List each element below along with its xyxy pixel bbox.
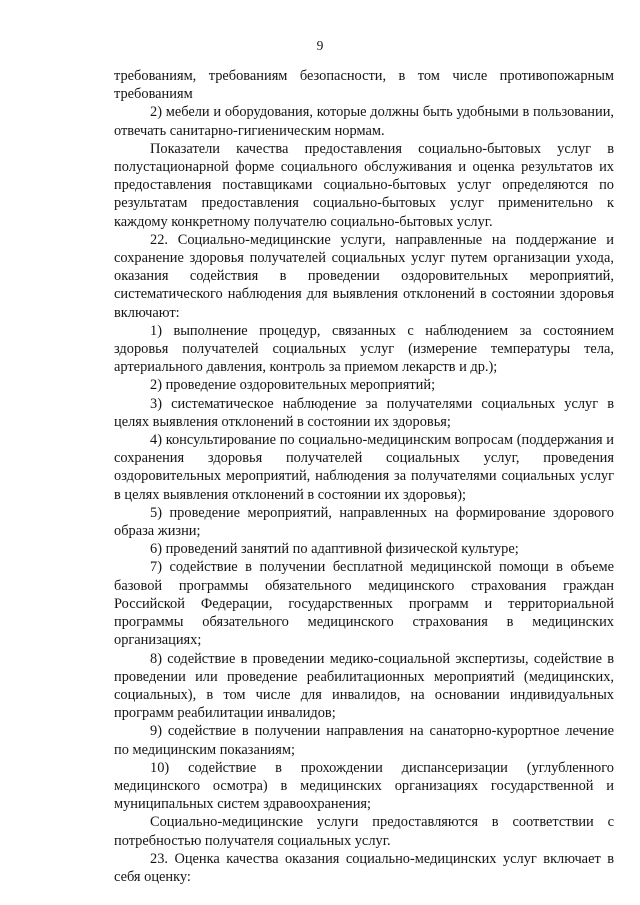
paragraph-section-23: 23. Оценка качества оказания социально-медицинских услуг включает в себя оценку: [114,850,614,885]
paragraph-quality-indicators: Показатели качества предоставления социально-бытовых услуг в полустационарной форме социального обслуживания и оценка результатов их предоставления поставщиками социально-бытовых услуг определяются по результатам предоставления социально-бытовых услуг применительно к каждому конкретному получателю социально-бытовых услуг. [114,140,614,230]
list-item-furniture: 2) мебели и оборудования, которые должны быть удобными в пользовании, отвечать санитарно-гигиеническим нормам. [114,104,614,139]
list-item-4: 4) консультирование по социально-медицинским вопросам (поддержания и сохранения здоровья получателей социальных услуг, проведения оздоровительных мероприятий, наблюдения за получателями социальных услуг в целях выявления отклонений в состоянии их здоровья); [114,432,614,503]
list-item-10: 10) содействие в прохождении диспансеризации (углубленного медицинского осмотра) в медицинских организациях государственной и муниципальных систем здравоохранения; [114,759,614,813]
list-item-8: 8) содействие в проведении медико-социальной экспертизы, содействие в проведении или проведение реабилитационных мероприятий (медицинских, социальных), в том числе для инвалидов, на основании индивидуальных программ реабилитации инвалидов; [114,650,614,722]
list-item-5: 5) проведение мероприятий, направленных на формирование здорового образа жизни; [114,504,614,540]
page-number: 9 [316,38,324,53]
list-item-7: 7) содействие в получении бесплатной медицинской помощи в объеме базовой программы обязательного медицинского страхования граждан Российской Федерации, государственных программ и территориальной программы обязательного медицинского страхования в медицинских организациях; [114,559,614,649]
document-body [114,67,614,886]
list-item-6: 6) проведений занятий по адаптивной физической культуре; [150,541,519,558]
list-item-3: 3) систематическое наблюдение за получателями социальных услуг в целях выявления отклонений в состоянии их здоровья; [114,395,614,430]
list-item-9: 9) содействие в получении направления на санаторно-курортное лечение по медицинским показаниям; [114,723,614,758]
paragraph-continuation: требованиям, требованиям безопасности, в том числе противопожарным требованиям [114,68,614,103]
paragraph-services-provision: Социально-медицинские услуги предоставляются в соответствии с потребностью получателя социальных услуг. [114,814,614,849]
list-item-2: 2) проведение оздоровительных мероприятий; [150,377,436,394]
paragraph-section-22: 22. Социально-медицинские услуги, направленные на поддержание и сохранение здоровья получателей социальных услуг путем организации ухода, оказания содействия в проведении оздоровительных мероприятий, систематического наблюдения для выявления отклонений в состоянии здоровья включают: [114,231,614,321]
list-item-1: 1) выполнение процедур, связанных с наблюдением за состоянием здоровья получателей социальных услуг (измерение температуры тела, артериального давления, контроль за приемом лекарств и др.); [114,322,614,376]
